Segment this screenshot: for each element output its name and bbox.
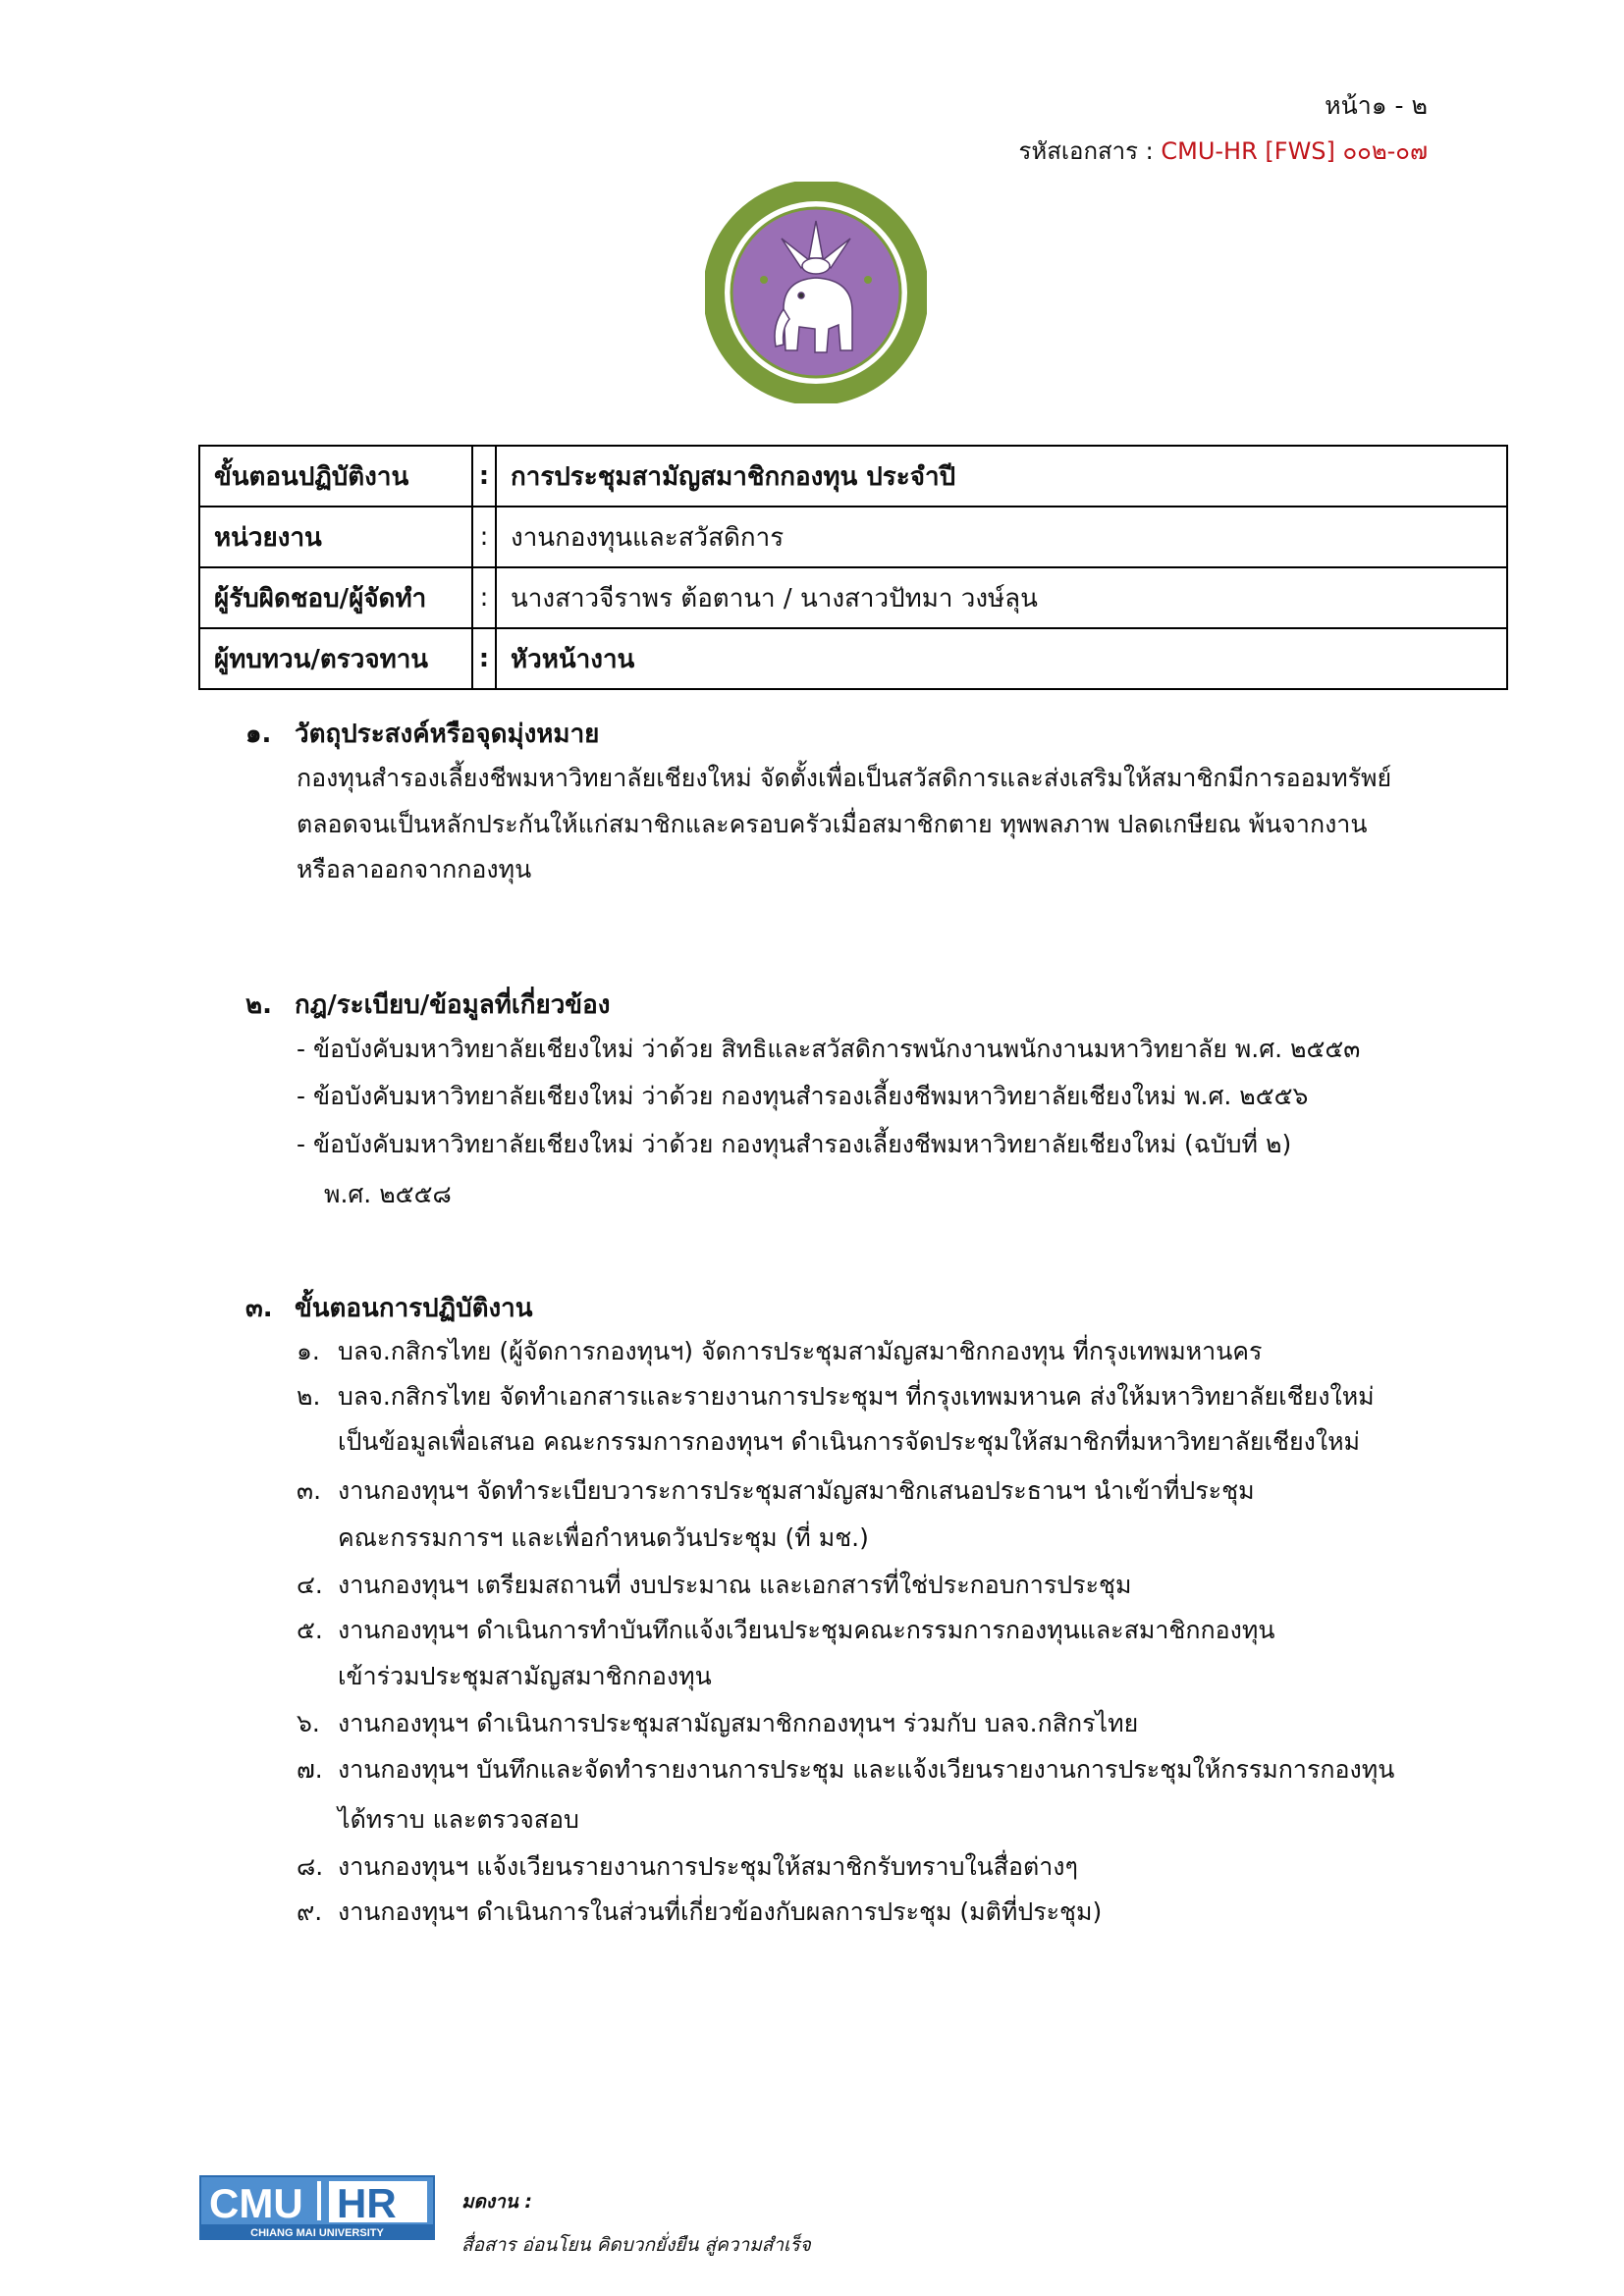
info-label: ผู้รับผิดชอบ/ผู้จัดทำ bbox=[199, 567, 472, 628]
info-label: ผู้ทบทวน/ตรวจทาน bbox=[199, 628, 472, 689]
info-separator: : bbox=[472, 628, 496, 689]
step-text: งานกองทุนฯ แจ้งเวียนรายงานการประชุมให้สมาชิกรับทราบในสื่อต่างๆ bbox=[338, 1852, 1078, 1881]
procedure-step bbox=[297, 1893, 1102, 1932]
step-number: ๒. bbox=[297, 1382, 321, 1411]
section-2-title: กฎ/ระเบียบ/ข้อมูลที่เกี่ยวข้อง bbox=[295, 990, 611, 1020]
info-value: งานกองทุนและสวัสดิการ bbox=[496, 507, 1507, 567]
cmu-hr-logo-icon bbox=[199, 2175, 435, 2240]
procedure-step bbox=[297, 1471, 1255, 1511]
section-1-line: ตลอดจนเป็นหลักประกันให้แก่สมาชิกและครอบครัวเมื่อสมาชิกตาย ทุพพลภาพ ปลดเกษียณ พ้นจากงาน bbox=[297, 810, 1368, 838]
step-number: ๕. bbox=[297, 1616, 323, 1644]
procedure-info-table bbox=[198, 445, 1508, 690]
info-separator: : bbox=[472, 567, 496, 628]
regulation-item-continuation: พ.ศ. ๒๕๕๘ bbox=[324, 1180, 452, 1208]
procedure-step bbox=[297, 1377, 1375, 1416]
procedure-step bbox=[297, 1847, 1078, 1887]
step-text: งานกองทุนฯ เตรียมสถานที่ งบประมาณ และเอกสารที่ใช่ประกอบการประชุม bbox=[338, 1571, 1132, 1599]
logo-subtitle: CHIANG MAI UNIVERSITY bbox=[250, 2227, 384, 2239]
procedure-step bbox=[297, 1704, 1138, 1743]
info-separator: : bbox=[472, 507, 496, 567]
info-label: หน่วยงาน bbox=[199, 507, 472, 567]
section-1-heading bbox=[245, 714, 599, 754]
section-1-line: กองทุนสำรองเลี้ยงชีพมหาวิทยาลัยเชียงใหม่ จัดตั้งเพื่อเป็นสวัสดิการและส่งเสริมให้สมาชิกมีการออมทรัพย์ bbox=[297, 764, 1392, 792]
step-number: ๔. bbox=[297, 1571, 323, 1599]
section-1-title: วัตถุประสงค์หรือจุดมุ่งหมาย bbox=[295, 720, 600, 749]
procedure-step-continuation: เป็นข้อมูลเพื่อเสนอ คณะกรรมการกองทุนฯ ดำเนินการจัดประชุมให้สมาชิกที่มหาวิทยาลัยเชียงใหม่ bbox=[338, 1427, 1361, 1456]
regulation-item: - ข้อบังคับมหาวิทยาลัยเชียงใหม่ ว่าด้วย สิทธิและสวัสดิการพนักงานพนักงานมหาวิทยาลัย พ.ศ. ๒๕๕๓ bbox=[297, 1035, 1361, 1063]
info-value: นางสาวจีราพร ต้อตานา / นางสาวปัทมา วงษ์ลุน bbox=[496, 567, 1507, 628]
section-3-title: ขั้นตอนการปฏิบัติงาน bbox=[295, 1294, 533, 1323]
logo-cmu-text: CMU bbox=[209, 2180, 303, 2226]
document-code-value: CMU-HR [FWS] ๐๐๒-๐๗ bbox=[1161, 137, 1428, 165]
info-label: ขั้นตอนปฏิบัติงาน bbox=[199, 446, 472, 507]
regulation-item: - ข้อบังคับมหาวิทยาลัยเชียงใหม่ ว่าด้วย กองทุนสำรองเลี้ยงชีพมหาวิทยาลัยเชียงใหม่ พ.ศ. ๒๕๕๖ bbox=[297, 1082, 1309, 1110]
procedure-step-continuation: คณะกรรมการฯ และเพื่อกำหนดวันประชุม (ที่ มช.) bbox=[338, 1523, 869, 1552]
section-1-line: หรือลาออกจากกองทุน bbox=[297, 855, 532, 883]
step-text: บลจ.กสิกรไทย (ผู้จัดการกองทุนฯ) จัดการประชุมสามัญสมาชิกกองทุน ที่กรุงเทพมหานคร bbox=[338, 1337, 1263, 1365]
section-3-number: ๓. bbox=[245, 1294, 273, 1323]
info-row bbox=[199, 446, 1507, 507]
step-number: ๗. bbox=[297, 1755, 323, 1784]
section-3-heading bbox=[245, 1288, 533, 1328]
step-text: งานกองทุนฯ ดำเนินการทำบันทึกแจ้งเวียนประชุมคณะกรรมการกองทุนและสมาชิกกองทุน bbox=[338, 1616, 1275, 1644]
step-text: งานกองทุนฯ บันทึกและจัดทำรายงานการประชุม และแจ้งเวียนรายงานการประชุมให้กรรมการกองทุน bbox=[338, 1755, 1395, 1784]
info-separator: : bbox=[472, 446, 496, 507]
step-number: ๙. bbox=[297, 1897, 323, 1926]
procedure-step bbox=[297, 1566, 1131, 1605]
step-number: ๑. bbox=[297, 1337, 320, 1365]
procedure-step bbox=[297, 1750, 1394, 1789]
page-number: หน้า๑ - ๒ bbox=[1325, 91, 1428, 120]
document-code-label: รหัสเอกสาร : bbox=[1018, 137, 1162, 165]
procedure-step-continuation: เข้าร่วมประชุมสามัญสมาชิกกองทุน bbox=[338, 1662, 712, 1690]
step-text: งานกองทุนฯ จัดทำระเบียบวาระการประชุมสามัญสมาชิกเสนอประธานฯ นำเข้าที่ประชุม bbox=[338, 1476, 1255, 1505]
document-code bbox=[1018, 132, 1428, 170]
info-row bbox=[199, 507, 1507, 567]
footer-motto-text: สื่อสาร อ่อนโยน คิดบวกยั่งยืน สู่ความสำเร็จ bbox=[461, 2234, 811, 2256]
step-number: ๖. bbox=[297, 1709, 320, 1737]
info-row bbox=[199, 567, 1507, 628]
step-text: บลจ.กสิกรไทย จัดทำเอกสารและรายงานการประชุมฯ ที่กรุงเทพมหานค ส่งให้มหาวิทยาลัยเชียงใหม่ bbox=[338, 1382, 1375, 1411]
info-row bbox=[199, 628, 1507, 689]
procedure-step bbox=[297, 1332, 1262, 1371]
footer-motto-label: มดงาน : bbox=[461, 2191, 533, 2213]
cmu-seal-icon bbox=[705, 182, 927, 403]
step-text: งานกองทุนฯ ดำเนินการในส่วนที่เกี่ยวข้องกับผลการประชุม (มติที่ประชุม) bbox=[338, 1897, 1103, 1926]
logo-hr-text: HR bbox=[337, 2180, 397, 2226]
step-number: ๓. bbox=[297, 1476, 322, 1505]
section-2-number: ๒. bbox=[245, 990, 273, 1020]
regulation-item: - ข้อบังคับมหาวิทยาลัยเชียงใหม่ ว่าด้วย กองทุนสำรองเลี้ยงชีพมหาวิทยาลัยเชียงใหม่ (ฉบับที่ ๒) bbox=[297, 1130, 1292, 1158]
step-number: ๘. bbox=[297, 1852, 324, 1881]
section-2-heading bbox=[245, 985, 610, 1025]
section-1-number: ๑. bbox=[245, 720, 272, 749]
procedure-step-continuation: ได้ทราบ และตรวจสอบ bbox=[338, 1805, 579, 1834]
step-text: งานกองทุนฯ ดำเนินการประชุมสามัญสมาชิกกองทุนฯ ร่วมกับ บลจ.กสิกรไทย bbox=[338, 1709, 1139, 1737]
info-value: การประชุมสามัญสมาชิกกองทุน ประจำปี bbox=[496, 446, 1507, 507]
procedure-step bbox=[297, 1611, 1274, 1650]
info-value: หัวหน้างาน bbox=[496, 628, 1507, 689]
